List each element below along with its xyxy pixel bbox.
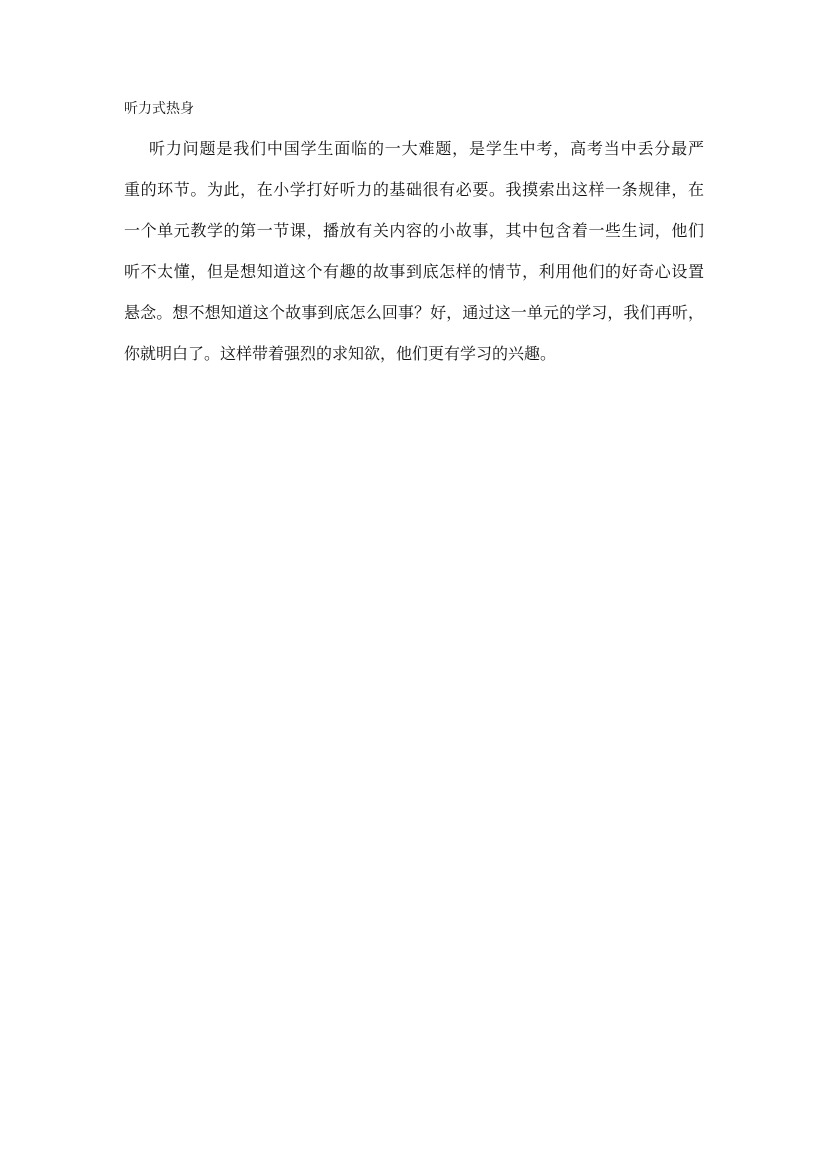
body-paragraph: [124, 128, 704, 374]
paragraph-line: 悬念。想不想知道这个故事到底怎么回事？好，通过这一单元的学习，我们再听，: [124, 303, 704, 322]
section-heading: 听力式热身: [124, 101, 194, 117]
paragraph-line: 一个单元教学的第一节课，播放有关内容的小故事，其中包含着一些生词，他们: [124, 221, 704, 240]
paragraph-line: 你就明白了。这样带着强烈的求知欲，他们更有学习的兴趣。: [124, 344, 557, 363]
paragraph-line: 听不太懂，但是想知道这个有趣的故事到底怎样的情节，利用他们的好奇心设置: [124, 262, 704, 281]
paragraph-line: 听力问题是我们中国学生面临的一大难题，是学生中考，高考当中丢分最严: [149, 139, 704, 158]
paragraph-line: 重的环节。为此，在小学打好听力的基础很有必要。我摸索出这样一条规律，在: [124, 180, 704, 199]
